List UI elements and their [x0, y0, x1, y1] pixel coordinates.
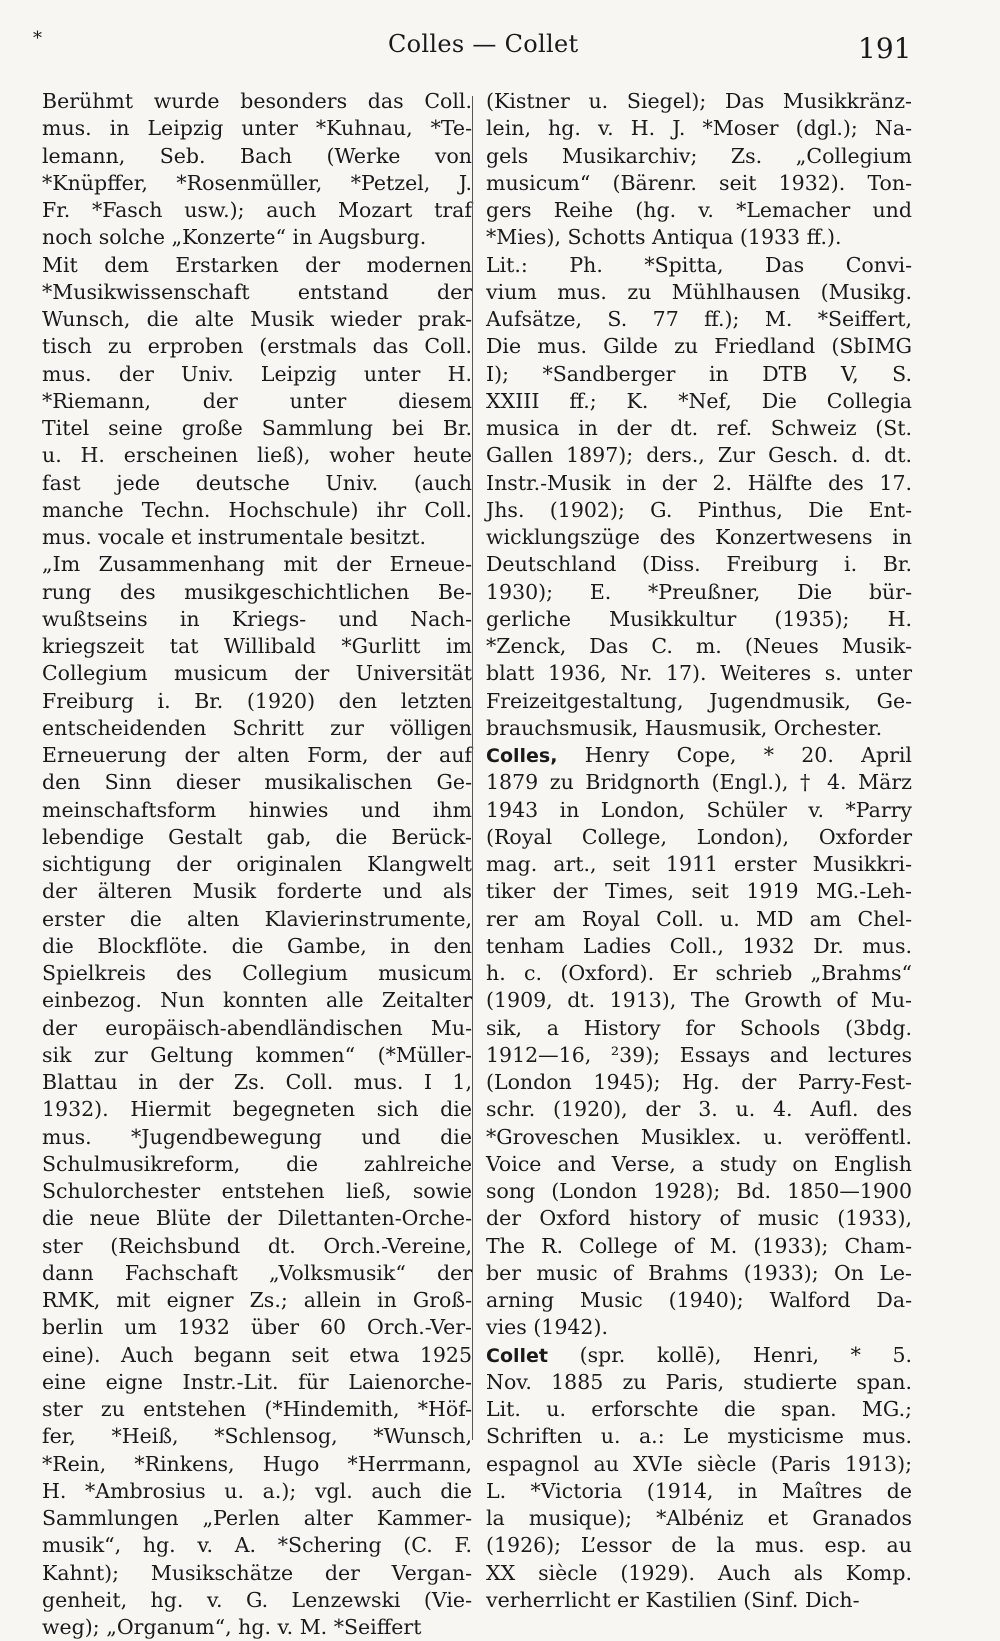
text-line: erster die alten Klavierinstrumente, [42, 906, 472, 931]
text-line: Die mus. Gilde zu Friedland (SbIMG [486, 334, 912, 359]
text-line: *Zenck, Das C. m. (Neues Musik- [486, 634, 912, 658]
text-line: u. H. erscheinen ließ), woher heute [42, 443, 472, 468]
text-line: ster zu entstehen (*Hindemith, *Höf- [42, 1397, 472, 1421]
text-line: sik zur Geltung kommen“ (*Müller- [42, 1042, 472, 1067]
text-line: (1926); L’essor de la mus. esp. au [486, 1533, 912, 1558]
text-line: verherrlicht er Kastilien (Sinf. Dich- [486, 1587, 860, 1612]
text-line: dann Fachschaft „Volksmusik“ der [42, 1260, 472, 1285]
text-line: mag. art., seit 1911 erster Musikkri- [486, 852, 912, 876]
text-line: 1943 in London, Schüler v. *Parry [486, 797, 912, 822]
text-line: manche Techn. Hochschule) ihr Coll. [42, 497, 472, 522]
text-line: musica in der dt. ref. Schweiz (St. [486, 416, 912, 440]
text-line: sichtigung der originalen Klangwelt [42, 852, 472, 876]
text-line: Deutschland (Diss. Freiburg i. Br. [486, 552, 912, 577]
text-line: eine eigne Instr.-Lit. für Laienorche- [42, 1369, 472, 1394]
text-line: ber music of Brahms (1933); On Le- [486, 1260, 912, 1285]
text-line: Schriften u. a.: Le mysticisme mus. [486, 1424, 912, 1449]
text-line: 1932). Hiermit begegneten sich die [42, 1097, 472, 1122]
text-line: schr. (1920), der 3. u. 4. Aufl. des [486, 1097, 912, 1122]
text-line: 1912—16, ²39); Essays and lectures [486, 1042, 912, 1067]
text-line: mus. vocale et instrumentale besitzt. [42, 525, 426, 549]
text-line: genheit, hg. v. G. Lenzewski (Vie- [42, 1587, 472, 1612]
text-line: Instr.-Musik in der 2. Hälfte des 17. [486, 470, 912, 495]
text-line: vium mus. zu Mühlhausen (Musikg. [486, 279, 912, 304]
text-line: mus. in Leipzig unter *Kuhnau, *Te- [42, 116, 472, 141]
text-line: h. c. (Oxford). Er schrieb „Brahms“ [486, 961, 912, 985]
text-line: XXIII ff.; K. *Nef, Die Collegia [486, 388, 912, 413]
text-line: fast jede deutsche Univ. (auch [42, 470, 472, 495]
text-line: Wunsch, die alte Musik wieder prak- [42, 307, 472, 331]
text-line: meinschaftsform hinwies und ihm [42, 797, 472, 822]
text-line: *Rein, *Rinkens, Hugo *Herrmann, [42, 1451, 472, 1476]
text-line: *Knüpffer, *Rosenmüller, *Petzel, J. [42, 170, 472, 195]
right-column [486, 88, 912, 1614]
text-line: wußtseins in Kriegs- und Nach- [42, 606, 472, 631]
page-number: 191 [858, 32, 912, 65]
text-line: Blattau in der Zs. Coll. mus. I 1, [42, 1070, 472, 1094]
text-line: Gallen 1897); ders., Zur Gesch. d. dt. [486, 443, 912, 468]
text-line: (Kistner u. Siegel); Das Musikkränz- [486, 89, 912, 113]
text-line: *Riemann, der unter diesem [42, 388, 472, 413]
text-line: Jhs. (1902); G. Pinthus, Die Ent- [486, 497, 912, 522]
text-line: Erneuerung der alten Form, der auf [42, 743, 472, 767]
text-line: einbezog. Nun konnten alle Zeitalter [42, 988, 472, 1013]
text-line: (1909, dt. 1913), The Growth of Mu- [486, 988, 912, 1013]
text-line: The R. College of M. (1933); Cham- [486, 1233, 912, 1258]
text-line: Kahnt); Musikschätze der Vergan- [42, 1560, 472, 1585]
text-line: Collet (spr. kollē), Henri, * 5. [486, 1342, 912, 1367]
text-line: lemann, Seb. Bach (Werke von [42, 143, 472, 168]
text-line: eine). Auch begann seit etwa 1925 [42, 1342, 472, 1367]
text-line: Schulmusikreform, die zahlreiche [42, 1151, 472, 1176]
text-line: Freiburg i. Br. (1920) den letzten [42, 688, 472, 713]
text-line: der älteren Musik forderte und als [42, 879, 472, 904]
text-line: la musique); *Albéniz et Granados [486, 1506, 912, 1530]
text-line: Colles, Henry Cope, * 20. April [486, 743, 912, 767]
text-line: Voice and Verse, a study on English [486, 1151, 912, 1176]
text-line: Fr. *Fasch usw.); auch Mozart traf [42, 198, 472, 222]
text-line: die Blockflöte. die Gambe, in den [42, 933, 472, 958]
text-line: Lit. u. erforschte die span. MG.; [486, 1397, 912, 1421]
text-line: tiker der Times, seit 1919 MG.-Leh- [486, 879, 912, 904]
text-line: noch solche „Konzerte“ in Augsburg. [42, 225, 427, 250]
text-line: (London 1945); Hg. der Parry-Fest- [486, 1070, 912, 1094]
text-line: *Mies), Schotts Antiqua (1933 ff.). [486, 225, 842, 250]
text-line: musik“, hg. v. A. *Schering (C. F. [42, 1533, 472, 1558]
text-line: Freizeitgestaltung, Jugendmusik, Ge- [486, 688, 912, 713]
text-line: *Musikwissenschaft entstand der [42, 279, 472, 304]
text-line: fer, *Heiß, *Schlensog, *Wunsch, [42, 1424, 472, 1449]
text-line: Mit dem Erstarken der modernen [42, 252, 472, 277]
text-line: I); *Sandberger in DTB V, S. [486, 361, 912, 386]
text-line: der europäisch-abendländischen Mu- [42, 1015, 472, 1040]
text-line: brauchsmusik, Hausmusik, Orchester. [486, 715, 883, 740]
text-line: 1879 zu Bridgnorth (Engl.), † 4. März [486, 770, 912, 795]
text-line: weg); „Organum“, hg. v. M. *Seiffert [42, 1615, 422, 1639]
text-line: arning Music (1940); Walford Da- [486, 1288, 912, 1312]
text-line: Spielkreis des Collegium musicum [42, 961, 472, 985]
text-line: vies (1942). [486, 1315, 608, 1340]
text-line: song (London 1928); Bd. 1850—1900 [486, 1179, 912, 1203]
text-line: *Groveschen Musiklex. u. veröffentl. [486, 1124, 912, 1149]
text-line: berlin um 1932 über 60 Orch.-Ver- [42, 1315, 472, 1340]
text-line: Titel seine große Sammlung bei Br. [42, 416, 472, 440]
text-line: die neue Blüte der Dilettanten-Orche- [42, 1206, 472, 1231]
text-line: (Royal College, London), Oxforder [486, 824, 912, 849]
text-line: gerliche Musikkultur (1935); H. [486, 606, 912, 631]
text-line: wicklungszüge des Konzertwesens in [486, 525, 912, 549]
text-line: Lit.: Ph. *Spitta, Das Convi- [486, 252, 912, 277]
text-line: musicum“ (Bärenr. seit 1932). Ton- [486, 170, 912, 195]
text-line: Aufsätze, S. 77 ff.); M. *Seiffert, [486, 307, 912, 331]
text-line: entscheidenden Schritt zur völligen [42, 715, 472, 740]
text-line: lebendige Gestalt gab, die Berück- [42, 824, 472, 849]
text-line: mus. der Univ. Leipzig unter H. [42, 361, 472, 386]
column-divider [472, 96, 473, 1440]
text-line: RMK, mit eigner Zs.; allein in Groß- [42, 1288, 472, 1312]
text-line: Schulorchester entstehen ließ, sowie [42, 1179, 472, 1203]
text-line: „Im Zusammenhang mit der Erneue- [42, 552, 472, 577]
text-line: L. *Victoria (1914, in Maîtres de [486, 1478, 912, 1503]
text-line: H. *Ambrosius u. a.); vgl. auch die [42, 1478, 472, 1503]
text-line: Sammlungen „Perlen alter Kammer- [42, 1506, 472, 1530]
text-line: Berühmt wurde besonders das Coll. [42, 89, 472, 113]
left-column [42, 88, 472, 1641]
text-line: rer am Royal Coll. u. MD am Chel- [486, 906, 912, 931]
text-line: mus. *Jugendbewegung und die [42, 1124, 472, 1149]
text-line: blatt 1936, Nr. 17). Weiteres s. unter [486, 661, 912, 686]
corner-mark: * [33, 28, 42, 49]
text-line: Nov. 1885 zu Paris, studierte span. [486, 1369, 912, 1394]
running-head: Colles — Collet [388, 30, 579, 58]
text-line: espagnol au XVIe siècle (Paris 1913); [486, 1451, 912, 1476]
text-line: kriegszeit tat Willibald *Gurlitt im [42, 634, 472, 658]
text-line: Collegium musicum der Universität [42, 661, 472, 686]
text-line: tisch zu erproben (erstmals das Coll. [42, 334, 472, 359]
text-line: den Sinn dieser musikalischen Ge- [42, 770, 472, 795]
text-line: tenham Ladies Coll., 1932 Dr. mus. [486, 933, 912, 958]
text-line: lein, hg. v. H. J. *Moser (dgl.); Na- [486, 116, 912, 141]
text-line: sik, a History for Schools (3bdg. [486, 1015, 912, 1040]
text-line: 1930); E. *Preußner, Die bür- [486, 579, 912, 604]
text-line: XX siècle (1929). Auch als Komp. [486, 1560, 912, 1585]
text-line: der Oxford history of music (1933), [486, 1206, 912, 1231]
text-line: gels Musikarchiv; Zs. „Collegium [486, 143, 912, 168]
text-line: gers Reihe (hg. v. *Lemacher und [486, 198, 912, 222]
text-line: ster (Reichsbund dt. Orch.-Vereine, [42, 1233, 472, 1258]
text-line: rung des musikgeschichtlichen Be- [42, 579, 472, 604]
